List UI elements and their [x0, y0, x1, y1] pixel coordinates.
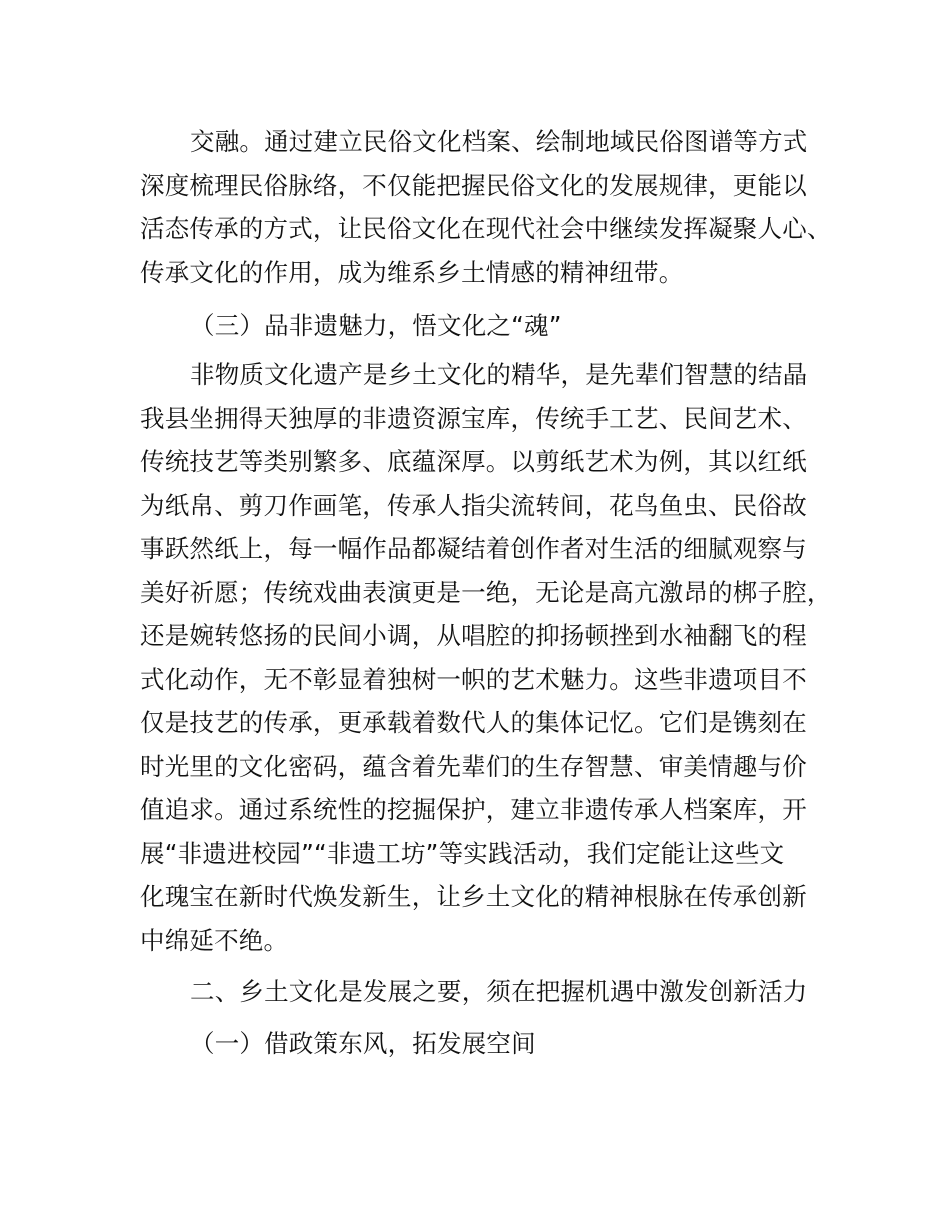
heading-text: （三）品非遗魅力，悟文化之“魂” [190, 311, 562, 340]
text-line: 活态传承的方式，让民俗文化在现代社会中继续发挥凝聚人心、 [140, 214, 832, 243]
text-line: 美好祈愿；传统戏曲表演更是一绝，无论是高亢激昂的梆子腔， [140, 577, 832, 607]
heading-section-three [140, 304, 840, 348]
text-line: 化瑰宝在新时代焕发新生，让乡土文化的精神根脉在传承创新 [140, 882, 807, 911]
paragraph-folk-culture [140, 120, 840, 294]
text-line: 展“非遗进校园”“非遗工坊”等实践活动，我们定能让这些文 [140, 838, 785, 868]
text-line: 还是婉转悠扬的民间小调，从唱腔的抑扬顿挫到水袖翻飞的程 [140, 621, 807, 650]
text-line: 传统技艺等类别繁多、底蕴深厚。以剪纸艺术为例，其以红纸 [140, 447, 807, 476]
heading-text: （一）借政策东风，拓发展空间 [190, 1029, 536, 1058]
paragraph-intangible-heritage [140, 353, 840, 962]
text-line: 非物质文化遗产是乡土文化的精华，是先辈们智慧的结晶 [190, 360, 808, 389]
text-line: 中绵延不绝。 [140, 925, 289, 955]
text-line: 事跃然纸上，每一幅作品都凝结着创作者对生活的细腻观察与 [140, 534, 807, 563]
text-line: 深度梳理民俗脉络，不仅能把握民俗文化的发展规律，更能以 [140, 170, 807, 200]
text-line: 传承文化的作用，成为维系乡土情感的精神纽带。 [140, 257, 684, 287]
text-line: 时光里的文化密码，蕴含着先辈们的生存智慧、审美情趣与价 [140, 751, 807, 781]
heading-text: 二、乡土文化是发展之要，须在把握机遇中激发创新活力 [190, 977, 808, 1006]
text-line: 仅是技艺的传承，更承载着数代人的集体记忆。它们是镌刻在 [140, 708, 807, 737]
text-line: 式化动作，无不彰显着独树一帜的艺术魅力。这些非遗项目不 [140, 664, 807, 694]
text-line: 值追求。通过系统性的挖掘保护，建立非遗传承人档案库，开 [140, 795, 807, 824]
text-line: 交融。通过建立民俗文化档案、绘制地域民俗图谱等方式 [190, 127, 808, 156]
text-line: 为纸帛、剪刀作画笔，传承人指尖流转间，花鸟鱼虫、民俗故 [140, 490, 807, 520]
heading-subsection-one [140, 1022, 840, 1066]
heading-section-two [140, 970, 840, 1014]
text-line: 我县坐拥得天独厚的非遗资源宝库，传统手工艺、民间艺术、 [140, 403, 807, 433]
